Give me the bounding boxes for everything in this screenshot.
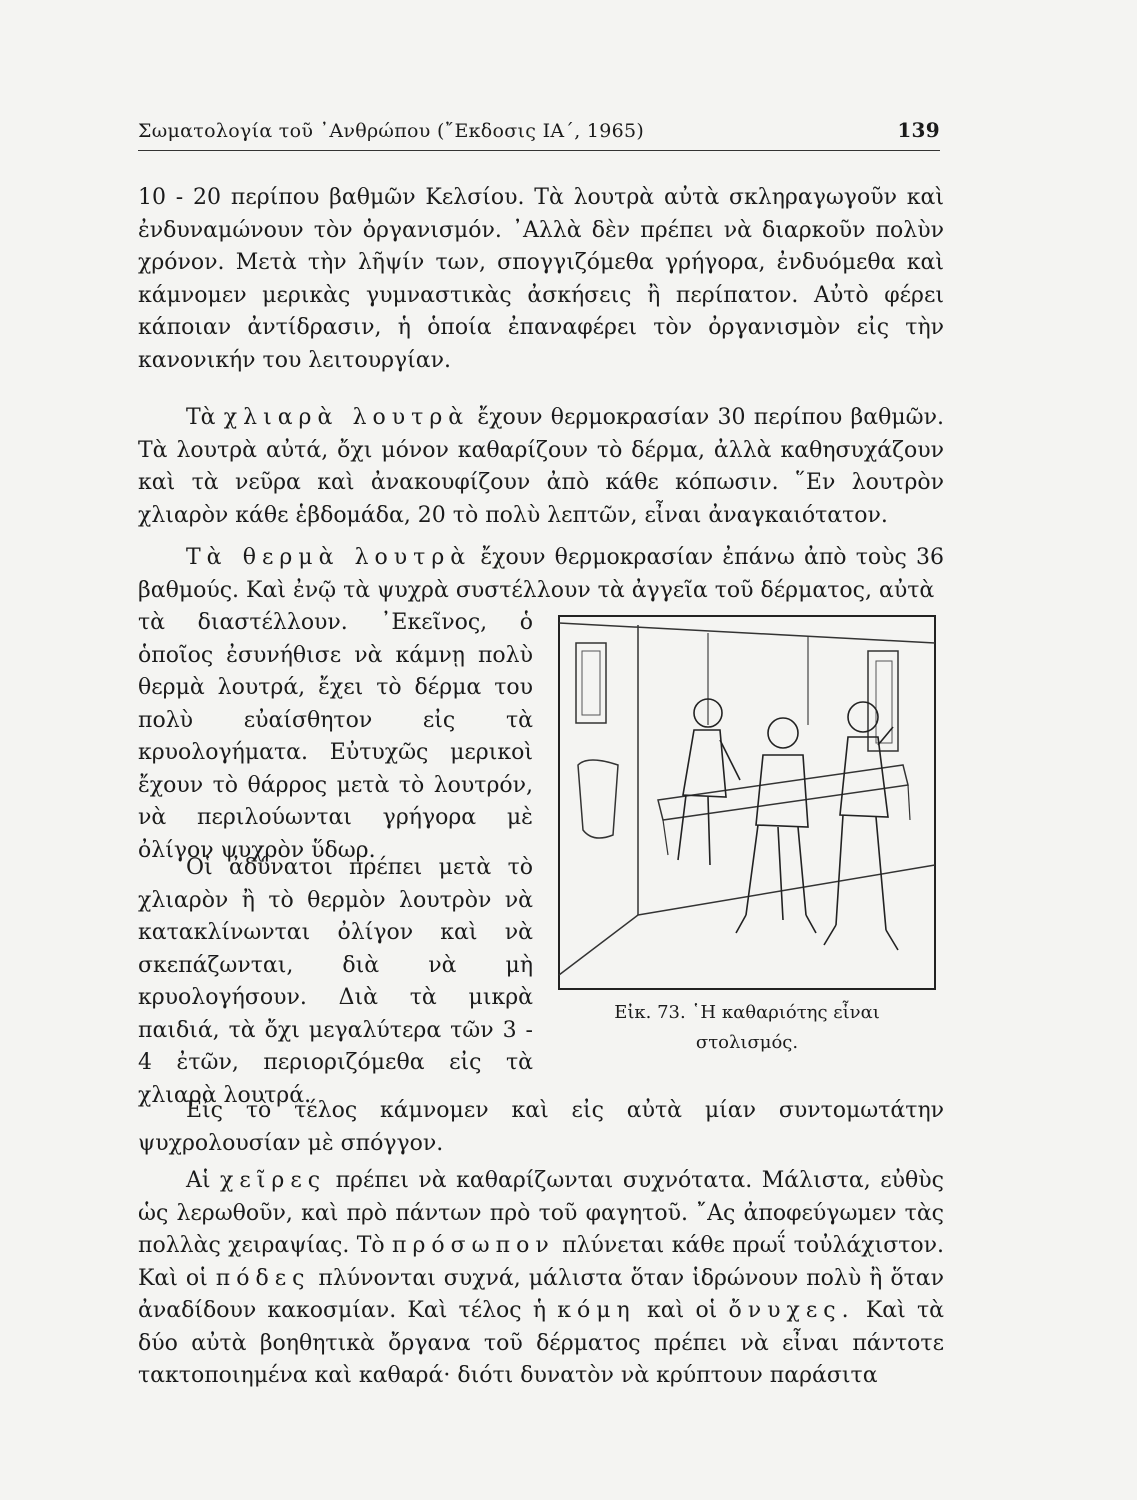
caption-line-1: Εἰκ. 73. ῾Η καθαριότης εἶναι	[614, 1002, 880, 1023]
boy-left	[678, 699, 740, 865]
term-feet: πόδες	[215, 1265, 311, 1291]
paragraph-hot-baths-continued: τὰ διαστέλλουν. ᾿Εκεῖνος, ὁ ὁποῖος ἐσυνήθισε νὰ κάμνῃ πολὺ θερμὰ λουτρά, ἔχει τὸ δέρμα του πολὺ εὐαίσθητον εἰς τὰ κρυολογήματα. Εὐτυχῶς μερικοὶ ἔχουν τὸ θάρρος μετὰ τὸ λουτρόν, νὰ περιλούωνται γρήγορα μὲ ὀλίγον ψυχρὸν ὕδωρ.	[138, 610, 533, 863]
figure-caption	[558, 998, 936, 1058]
p6-c: πρέπει νὰ καθαρίζωνται συχνότατα. Μάλιστα, εὐθὺς ὡς λερωθοῦν, καὶ πρὸ πάντων πρὸ τοῦ φαγητοῦ. ῎Ας ἀποφεύγωμεν τὰς πολλὰς χειραψίας. Τὸ	[138, 1168, 944, 1258]
term-nails: ὄνυχες.	[728, 1298, 855, 1323]
figure-illustration	[558, 615, 936, 990]
locker-door	[576, 643, 606, 723]
boy-right	[824, 702, 898, 950]
page-number: 139	[897, 118, 940, 142]
term-hair: κόμη	[557, 1298, 636, 1323]
p6-g: πλύνονται συχνά, μάλιστα ὅταν ἱδρώνουν πολὺ ἢ ὅταν ἀναδίδουν κακοσμίαν. Καὶ τέλος ἡ	[138, 1265, 944, 1323]
term-lukewarm-baths: χλιαρὰ λουτρὰ	[223, 405, 470, 430]
paragraph-hands-face-feet	[138, 1165, 944, 1393]
boy-middle	[736, 718, 816, 933]
term-hands: χεῖρες	[220, 1168, 327, 1193]
p6-i: καὶ οἱ	[646, 1298, 718, 1323]
door	[868, 651, 898, 751]
p3-text: ἔχουν θερμοκρασίαν ἐπάνω ἀπὸ τοὺς 36 βαθμούς. Καὶ ἐνῷ τὰ ψυχρὰ συστέλλουν τὰ ἀγγεῖα τοῦ δέρματος, αὐτὰ	[138, 545, 945, 603]
term-face: πρόσωπον	[392, 1233, 555, 1258]
paragraph-hot-baths	[138, 542, 944, 607]
term-hot-baths: Τὰ θερμὰ λουτρὰ	[186, 545, 472, 570]
sink-trough	[658, 765, 908, 820]
paragraph-cold-sponge: Εἰς τὸ τέλος κάμνομεν καὶ εἰς αὐτὰ μίαν συντομωτάτην ψυχρολουσίαν μὲ σπόγγον.	[138, 1098, 944, 1156]
p6-k: Καὶ τὰ δύο αὐτὰ βοηθητικὰ ὄργανα τοῦ δέρματος πρέπει νὰ εἶναι πάντοτε τακτοποιημένα καὶ καθαρά· διότι δυνατὸν νὰ κρύπτουν παράσιτα	[138, 1298, 944, 1388]
p6-e: πλύνεται κάθε πρωΐ τοὐλάχιστον. Καὶ οἱ	[138, 1233, 944, 1291]
p6-a: Αἱ	[186, 1168, 211, 1193]
tub	[578, 760, 618, 838]
caption-line-2: στολισμός.	[695, 1032, 799, 1053]
paragraph-lukewarm-baths	[138, 402, 944, 532]
header-title: Σωματολογία τοῦ ᾿Ανθρώπου (῎Εκδοσις ΙΑ΄, 1965)	[138, 120, 645, 142]
paragraph-cold-baths: 10 - 20 περίπου βαθμῶν Κελσίου. Τὰ λουτρὰ αὐτὰ σκληραγωγοῦν καὶ ἐνδυναμώνουν τὸν ὀργανισμόν. ᾿Αλλὰ δὲν πρέπει νὰ διαρκοῦν πολὺν χρόνον. Μετὰ τὴν λῆψίν των, σπογγιζόμεθα γρήγορα, ἐνδυόμεθα καὶ κάμνομεν μερικὰς γυμναστικὰς ἀσκήσεις ἢ περίπατον. Αὐτὸ φέρει κάποιαν ἀντίδρασιν, ἡ ὁποία ἐπαναφέρει τὸν ὀργανισμὸν εἰς τὴν κανονικήν του λειτουργίαν.	[138, 185, 944, 373]
p2-text: ἔχουν θερμοκρασίαν 30 περίπου βαθμῶν. Τὰ λουτρὰ αὐτά, ὄχι μόνον καθαρίζουν τὸ δέρμα, ἀλλὰ καθησυχάζουν καὶ τὰ νεῦρα καὶ ἀνακουφίζουν ἀπὸ κάθε κόπωσιν. ῞Εν λουτρὸν χλιαρὸν κάθε ἑβδομάδα, 20 τὸ πολὺ λεπτῶν, εἶναι ἀναγκαιότατον.	[138, 405, 944, 528]
paragraph-weak-persons: Οἱ ἀδύνατοι πρέπει μετὰ τὸ χλιαρὸν ἢ τὸ θερμὸν λουτρὸν νὰ κατακλίνωνται ὀλίγον καὶ νὰ σκεπάζωνται, διὰ νὰ μὴ κρυολογήσουν. Διὰ τὰ μικρὰ παιδιά, τὰ ὄχι μεγαλύτερα τῶν 3 - 4 ἐτῶν, περιοριζόμεθα εἰς τὰ χλιαρὰ λουτρά.	[138, 855, 533, 1108]
header-rule	[138, 150, 940, 151]
running-header	[138, 118, 940, 142]
p2-lead: Τὰ	[186, 405, 216, 430]
washroom-illustration	[558, 615, 936, 990]
